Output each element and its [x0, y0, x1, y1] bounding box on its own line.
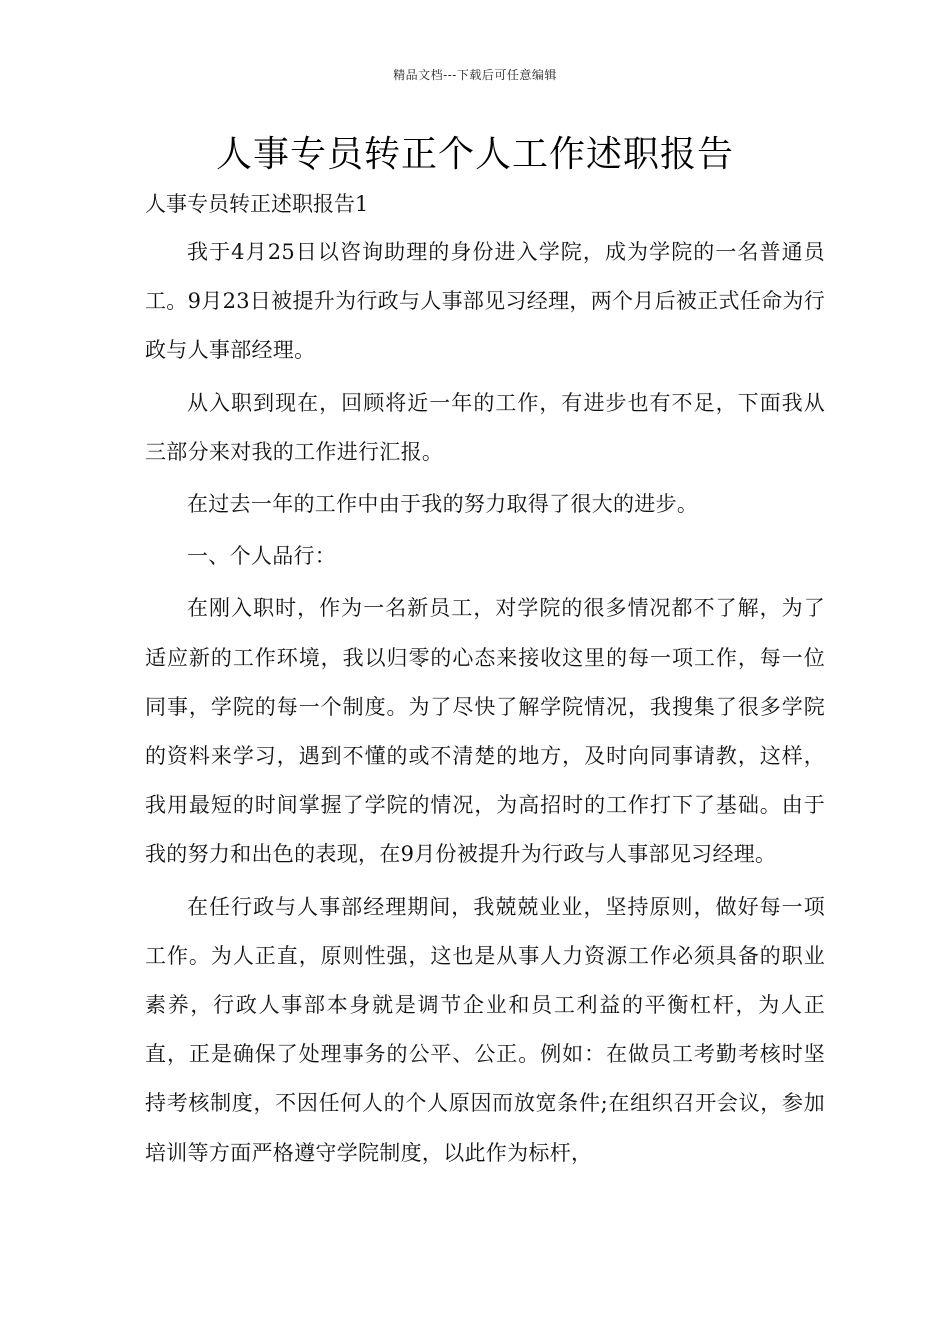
paragraph: 我于4月25日以咨询助理的身份进入学院，成为学院的一名普通员工。9月23日被提升为行政与人事部见习经理，两个月后被正式任命为行政与人事部经理。	[145, 240, 825, 363]
document-subtitle: 人事专员转正述职报告1	[145, 192, 369, 216]
paragraph: 在刚入职时，作为一名新员工，对学院的很多情况都不了解，为了适应新的工作环境，我以归零的心态来接收这里的每一项工作，每一位同事，学院的每一个制度。为了尽快了解学院情况，我搜集了很多学院的资料来学习，遇到不懂的或不清楚的地方，及时向同事请教，这样，我用最短的时间掌握了学院的情况，为高招时的工作打下了基础。由于我的努力和出色的表现，在9月份被提升为行政与人事部见习经理。	[145, 596, 825, 867]
section-heading: 一、个人品行：	[187, 544, 337, 569]
header-note: 精品文档---下载后可任意编辑	[393, 68, 557, 82]
paragraph: 在任行政与人事部经理期间，我兢兢业业，坚持原则，做好每一项工作。为人正直，原则性强，这也是从事人力资源工作必须具备的职业素养，行政人事部本身就是调节企业和员工利益的平衡杠杆，为人正直，正是确保了处理事务的公平、公正。例如：在做员工考勤考核时坚持考核制度，不因任何人的个人原因而放宽条件;在组织召开会议，参加培训等方面严格遵守学院制度，以此作为标杆，	[145, 894, 825, 1165]
paragraph: 在过去一年的工作中由于我的努力取得了很大的进步。	[187, 492, 699, 517]
document-title: 人事专员转正个人工作述职报告	[215, 134, 734, 175]
document-body	[145, 228, 825, 1181]
paragraph: 从入职到现在，回顾将近一年的工作，有进步也有不足，下面我从三部分来对我的工作进行汇报。	[145, 390, 825, 464]
